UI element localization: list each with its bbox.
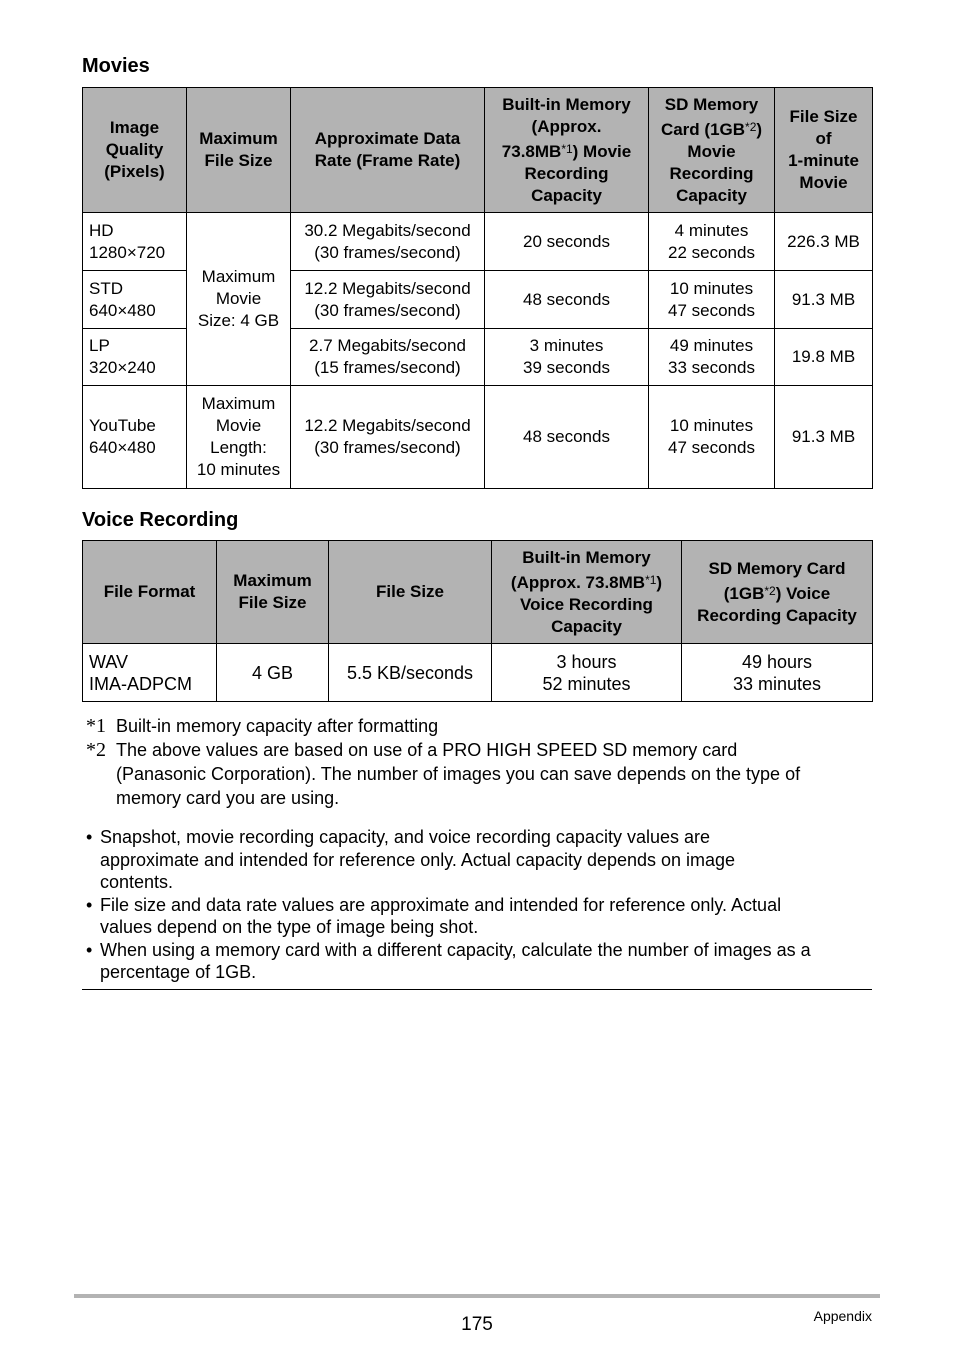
- header-file-size-per-minute: File Size of 1-minute Movie: [775, 88, 873, 213]
- list-item: • File size and data rate values are approximate and intended for reference only. Actual values depend on the type of image being shot.: [86, 894, 782, 937]
- table-row: [83, 213, 873, 271]
- header-builtin-capacity: Built-in Memory (Approx. 73.8MB$^{*1}$) Movie Recording Capacity: [485, 88, 649, 213]
- rate-cell: 12.2 Megabits/second (30 frames/second): [291, 271, 485, 329]
- max-size-cell: 4 GB: [217, 644, 329, 702]
- rate-cell: 30.2 Megabits/second (30 frames/second): [291, 213, 485, 271]
- format-cell: WAV IMA-ADPCM: [83, 644, 217, 702]
- header-max-file-size: Maximum File Size: [187, 88, 291, 213]
- header-file-size: File Size: [329, 541, 492, 644]
- size-cell: 91.3 MB: [775, 271, 873, 329]
- sd-cell: 49 minutes 33 seconds: [649, 329, 775, 386]
- size-cell: 19.8 MB: [775, 329, 873, 386]
- notes-list: [86, 826, 872, 984]
- builtin-cell: 20 seconds: [485, 213, 649, 271]
- file-size-cell: 5.5 KB/seconds: [329, 644, 492, 702]
- builtin-cell: 3 hours 52 minutes: [492, 644, 682, 702]
- header-sd-capacity: SD Memory Card (1GB$^{*2}$) Movie Recording Capacity: [649, 88, 775, 213]
- footer-bar: [74, 1294, 880, 1298]
- header-builtin-capacity: Built-in Memory (Approx. 73.8MB$^{*1}$) Voice Recording Capacity: [492, 541, 682, 644]
- sd-cell: 4 minutes 22 seconds: [649, 213, 775, 271]
- header-sd-capacity: SD Memory Card (1GB$^{*2}$) Voice Recording Capacity: [682, 541, 873, 644]
- sd-cell: 49 hours 33 minutes: [682, 644, 873, 702]
- voice-header-row: [83, 541, 873, 644]
- max-length-cell: Maximum Movie Length: 10 minutes: [187, 386, 291, 489]
- size-cell: 91.3 MB: [775, 386, 873, 489]
- size-cell: 226.3 MB: [775, 213, 873, 271]
- voice-recording-table: [82, 540, 873, 702]
- quality-cell: HD 1280×720: [83, 213, 187, 271]
- movies-table: [82, 87, 873, 489]
- footnote-2: *2 The above values are based on use of a PRO HIGH SPEED SD memory card (Panasonic Corporation). The number of images you can save depends on the type of memory card you are using.: [86, 739, 801, 808]
- section-divider: [82, 989, 872, 990]
- builtin-cell: 48 seconds: [485, 271, 649, 329]
- footer-section-label: Appendix: [813, 1308, 872, 1324]
- header-image-quality: Image Quality (Pixels): [83, 88, 187, 213]
- sd-cell: 10 minutes 47 seconds: [649, 271, 775, 329]
- header-data-rate: Approximate Data Rate (Frame Rate): [291, 88, 485, 213]
- sd-cell: 10 minutes 47 seconds: [649, 386, 775, 489]
- quality-cell: LP 320×240: [83, 329, 187, 386]
- table-row: [83, 644, 873, 702]
- header-file-format: File Format: [83, 541, 217, 644]
- builtin-cell: 48 seconds: [485, 386, 649, 489]
- movies-title: Movies: [82, 55, 150, 77]
- list-item: • Snapshot, movie recording capacity, and voice recording capacity values are approximate and intended for reference only. Actual capacity depends on image contents.: [86, 827, 736, 892]
- rate-cell: 2.7 Megabits/second (15 frames/second): [291, 329, 485, 386]
- movies-header-row: [83, 88, 873, 213]
- page-number: 175: [461, 1314, 493, 1335]
- footnotes: [86, 714, 876, 810]
- quality-cell: STD 640×480: [83, 271, 187, 329]
- voice-recording-title: Voice Recording: [82, 509, 239, 531]
- header-max-file-size: Maximum File Size: [217, 541, 329, 644]
- list-item: • When using a memory card with a different capacity, calculate the number of images as a percentage of 1GB.: [86, 939, 811, 982]
- max-size-cell: Maximum Movie Size: 4 GB: [187, 213, 291, 386]
- quality-cell: YouTube 640×480: [83, 386, 187, 489]
- footnote-1: *1 Built-in memory capacity after formatting: [86, 715, 439, 737]
- table-row: [83, 386, 873, 489]
- rate-cell: 12.2 Megabits/second (30 frames/second): [291, 386, 485, 489]
- builtin-cell: 3 minutes 39 seconds: [485, 329, 649, 386]
